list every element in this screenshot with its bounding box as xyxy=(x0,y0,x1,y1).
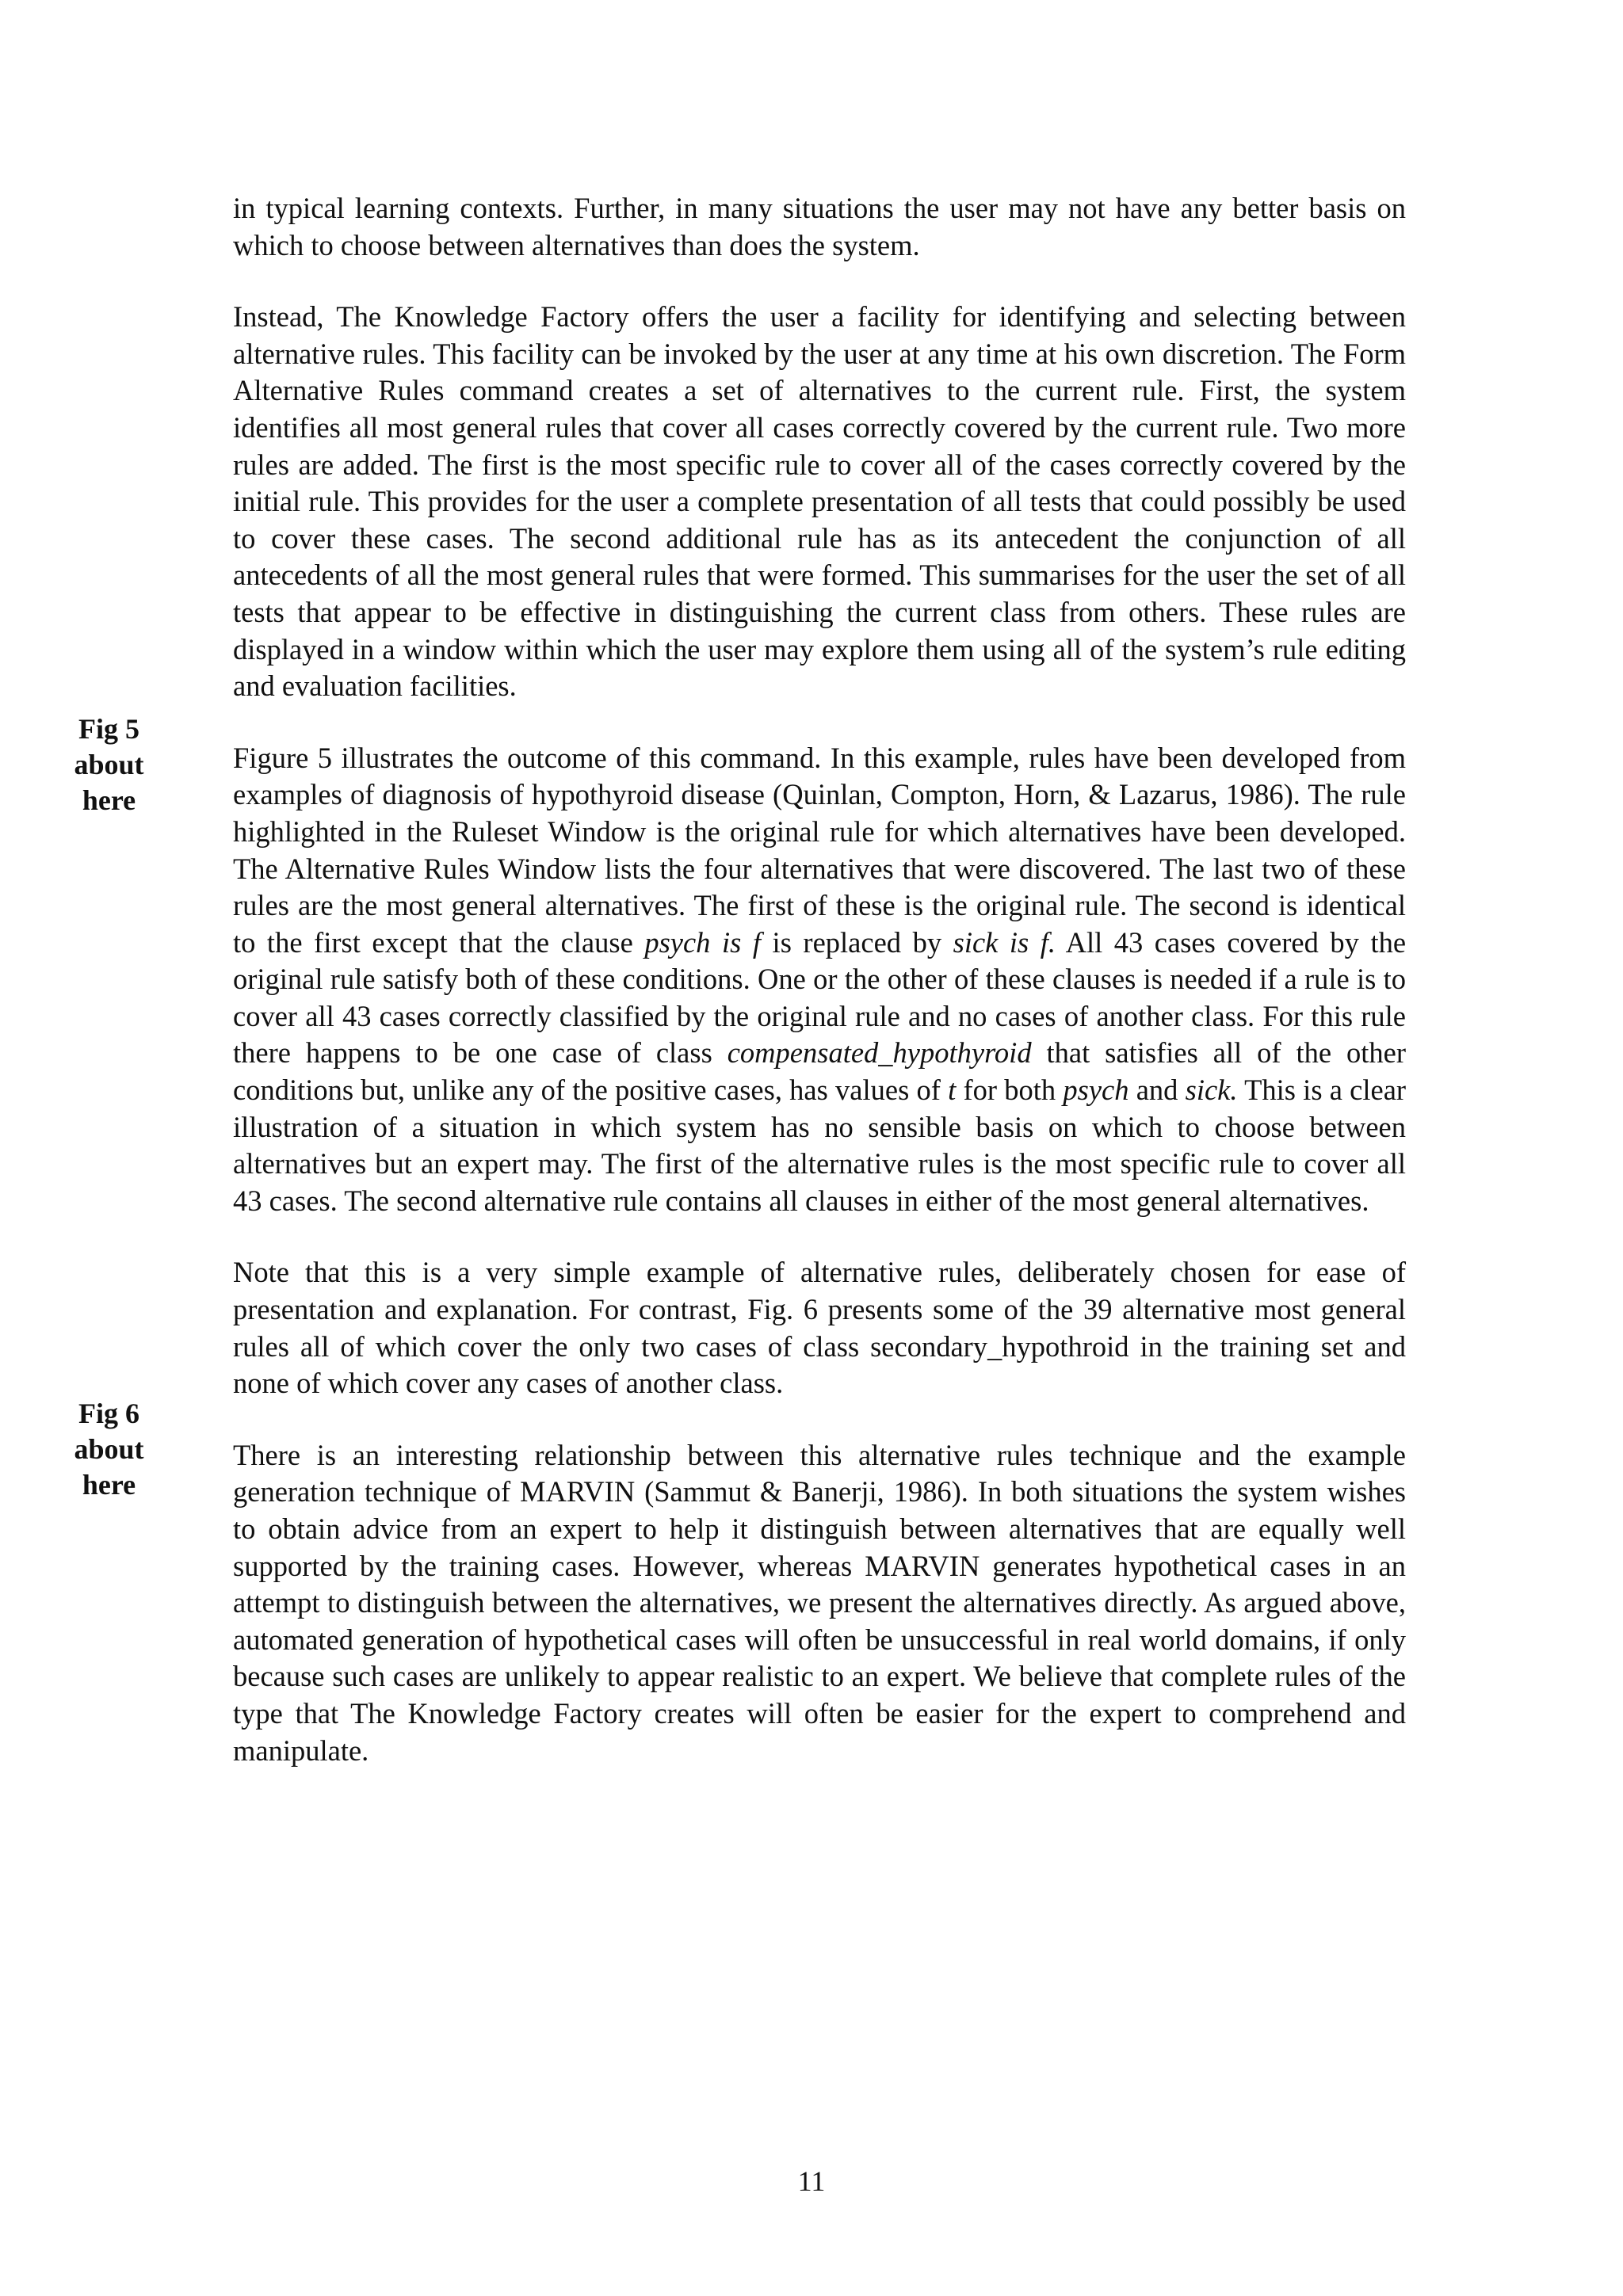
paragraph-4: Note that this is a very simple example of alternative rules, deliberately chosen for ease of presentation and explanation. For contrast, Fig. 6 presents some of the 39 alternative most general rules all of which cover the only two cases of class secondary_hypothroid in the training set and none of which cover any cases of another class. xyxy=(233,1256,1406,1400)
margin-note-fig5 xyxy=(48,711,170,818)
margin-note-line: here xyxy=(82,1469,136,1501)
paragraph-3-text: for both xyxy=(963,1074,1056,1107)
italic-term: t xyxy=(948,1074,957,1107)
italic-term: sick. xyxy=(1185,1074,1238,1107)
italic-term: sick is f. xyxy=(953,925,1056,959)
margin-note-line: Fig 5 xyxy=(78,713,139,745)
margin-note-line: here xyxy=(82,784,136,816)
paragraph-3-text: This is a clear illustration of a situation in which system has no sensible basis on which to choose between alternatives but an expert may. The first of the alternative rules is the most specific rule to cover all 43 cases. The second alternative rule contains all clauses in either of the most general alternatives. xyxy=(233,1074,1407,1217)
paragraph-3-text: and xyxy=(1136,1074,1178,1107)
italic-term: compensated_hypothyroid xyxy=(727,1036,1032,1070)
paragraph-5: There is an interesting relationship between this alternative rules technique and the example generation technique of MARVIN (Sammut & Banerji, 1986). In both situations the system wishes to obtain advice from an expert to help it distinguish between alternatives that are equally well supported by the training cases. However, whereas MARVIN generates hypothetical cases in an attempt to distinguish between the alternatives, we present the alternatives directly. As argued above, automated generation of hypothetical cases will often be unsuccessful in real world domains, if only because such cases are unlikely to appear realistic to an expert. We believe that complete rules of the type that The Knowledge Factory creates will often be easier for the expert to comprehend and manipulate. xyxy=(233,1438,1406,1767)
body-text xyxy=(233,190,1406,1804)
margin-note-fig6 xyxy=(48,1396,170,1503)
italic-term: psych xyxy=(1063,1074,1129,1107)
margin-note-line: Fig 6 xyxy=(78,1398,139,1429)
paragraph-1: in typical learning contexts. Further, in many situations the user may not have any better basis on which to choose between alternatives than does the system. xyxy=(233,192,1406,261)
paragraph-3 xyxy=(233,740,1406,1220)
paragraph-3-text: is replaced by xyxy=(772,925,942,959)
paragraph-3-text: that satisfies all of the other conditions but, unlike any of the positive cases, has values of xyxy=(233,1036,1406,1107)
italic-term: psych is f xyxy=(644,925,761,959)
margin-note-line: about xyxy=(74,749,144,780)
paragraph-3-text: Figure 5 illustrates the outcome of this command. In this example, rules have been developed from examples of diagnosis of hypothyroid disease (Quinlan, Compton, Horn, & Lazarus, 1986). The rule highlighted in the Ruleset Window is the original rule for which alternatives have been developed. The Alternative Rules Window lists the four alternatives that were discovered. The last two of these rules are the most general alternatives. The first of these is the original rule. The second is identical to the first except that the clause xyxy=(233,741,1406,959)
margin-note-line: about xyxy=(74,1433,144,1465)
page-number: 11 xyxy=(797,2165,826,2197)
paragraph-3-text: All 43 cases covered by the original rule satisfy both of these conditions. One or the other of these clauses is needed if a rule is to cover all 43 cases correctly classified by the original rule and no cases of another class. For this rule there happens to be one case of class xyxy=(233,925,1407,1070)
paragraph-2: Instead, The Knowledge Factory offers the user a facility for identifying and selecting between alternative rules. This facility can be invoked by the user at any time at his own discretion. The Form Alternative Rules command creates a set of alternatives to the current rule. First, the system identifies all most general rules that cover all cases correctly covered by the current rule. Two more rules are added. The first is the most specific rule to cover all of the cases correctly covered by the initial rule. This provides for the user a complete presentation of all tests that could possibly be used to cover these cases. The second additional rule has as its antecedent the conjunction of all antecedents of all the most general rules that were formed. This summarises for the user the set of all tests that appear to be effective in distinguishing the current class from others. These rules are displayed in a window within which the user may explore them using all of the system’s rule editing and evaluation facilities. xyxy=(233,300,1406,703)
